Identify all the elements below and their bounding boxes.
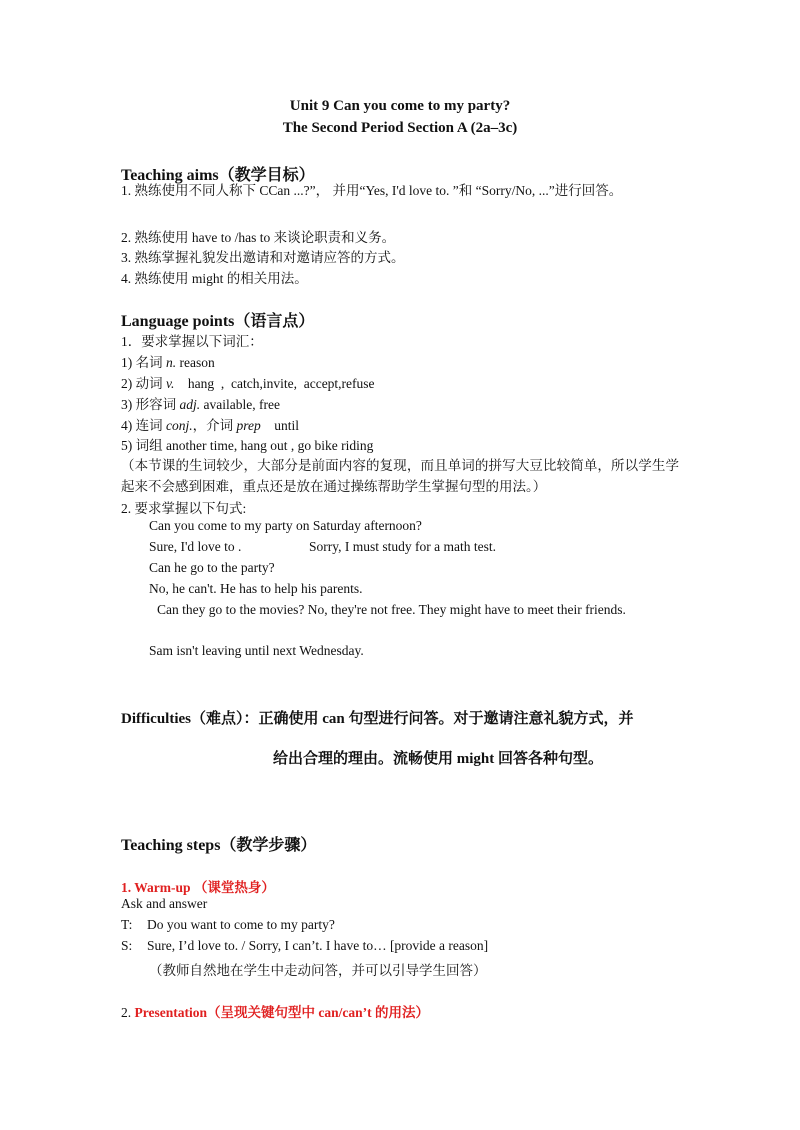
sentence-5: Can they go to the movies? No, they're not free. They might have to meet their friends. (157, 602, 626, 617)
vocab-intro: 1．要求掌握以下词汇： (121, 334, 263, 349)
sentence-1: Can you come to my party on Saturday afternoon? (149, 518, 422, 533)
presentation-number: 2. (121, 1005, 135, 1020)
student-line-text: Sure, I’d love to. / Sorry, I can’t. I have to… [provide a reason] (147, 938, 489, 953)
vocab-item-3-words: available, free (200, 397, 280, 412)
student-line-label: S: (121, 938, 133, 953)
vocab-item-2-words: hang , catch,invite, accept,refuse (174, 376, 375, 391)
presentation-title (121, 1001, 429, 1021)
vocab-item-1-label: 1) 名词 (121, 355, 166, 370)
vocab-item-3 (121, 393, 280, 413)
sentence-2b: Sorry, I must study for a math test. (309, 539, 496, 554)
ask-and-answer: Ask and answer (121, 896, 208, 911)
warmup-title: 1. Warm-up （课堂热身） (121, 880, 275, 895)
vocab-item-3-pos: adj. (179, 397, 201, 412)
vocab-item-3-label: 3) 形容词 (121, 397, 180, 412)
sentence-3: Can he go to the party? (149, 560, 275, 575)
difficulties-line-1 (121, 707, 634, 728)
aims-item-4: 4. 熟练使用 might 的相关用法。 (121, 271, 308, 286)
vocab-item-1-words: reason (176, 355, 215, 370)
document-title: Unit 9 Can you come to my party? (289, 98, 511, 114)
steps-heading: Teaching steps（教学步骤） (121, 837, 317, 854)
aims-item-2: 2. 熟练使用 have to /has to 来谈论职责和义务。 (121, 230, 396, 245)
vocab-item-4-words: until (260, 418, 300, 433)
aims-item-3: 3. 熟练掌握礼貌发出邀请和对邀请应答的方式。 (121, 250, 405, 265)
difficulties-label: Difficulties（难点）： (121, 711, 259, 727)
sentence-2a: Sure, I'd love to . (149, 539, 242, 554)
sentences-intro: 2. 要求掌握以下句式: (121, 501, 247, 516)
difficulties-text-1: 正确使用 can 句型进行问答。对于邀请注意礼貌方式，并 (258, 711, 634, 727)
language-heading: Language points（语言点） (121, 313, 315, 330)
vocab-item-1 (121, 351, 215, 371)
teacher-line-label: T: (121, 917, 133, 932)
vocab-item-4-pos-conj: conj. (166, 418, 193, 433)
vocab-item-1-pos: n. (166, 355, 177, 370)
document-subtitle: The Second Period Section A (2a–3c) (282, 120, 518, 136)
vocab-note: （本节课的生词较少，大部分是前面内容的复现，而且单词的拼写大豆比较简单，所以学生学起来不会感到困难，重点还是放在通过操练帮助学生掌握句型的用法。） (121, 458, 679, 494)
sentence-6: Sam isn't leaving until next Wednesday. (149, 643, 364, 658)
aims-item-1: 1. 熟练使用不同人称下 CCan ...?”， 并用“Yes, I'd love to. ”和 “Sorry/No, ...”进行回答。 (121, 183, 623, 198)
aims-heading: Teaching aims（教学目标） (121, 167, 315, 184)
vocab-item-2-label: 2) 动词 (121, 376, 166, 391)
vocab-item-2-pos: v. (166, 376, 175, 391)
presentation-title-text: Presentation（呈现关键句型中 can/can’t 的用法） (134, 1005, 429, 1020)
difficulties-line-2: 给出合理的理由。流畅使用 might 回答各种句型。 (273, 751, 604, 767)
teacher-line-text: Do you want to come to my party? (147, 917, 335, 932)
vocab-item-4-pos-prep: prep (236, 418, 261, 433)
vocab-item-4 (121, 414, 299, 434)
teacher-note: （教师自然地在学生中走动问答，并可以引导学生回答） (149, 963, 487, 978)
vocab-item-2 (121, 372, 375, 392)
vocab-item-5: 5) 词组 another time, hang out , go bike riding (121, 438, 374, 453)
vocab-item-4-mid: ，介词 (192, 418, 237, 433)
vocab-item-4-label: 4) 连词 (121, 418, 166, 433)
sentence-4: No, he can't. He has to help his parents. (149, 581, 363, 596)
